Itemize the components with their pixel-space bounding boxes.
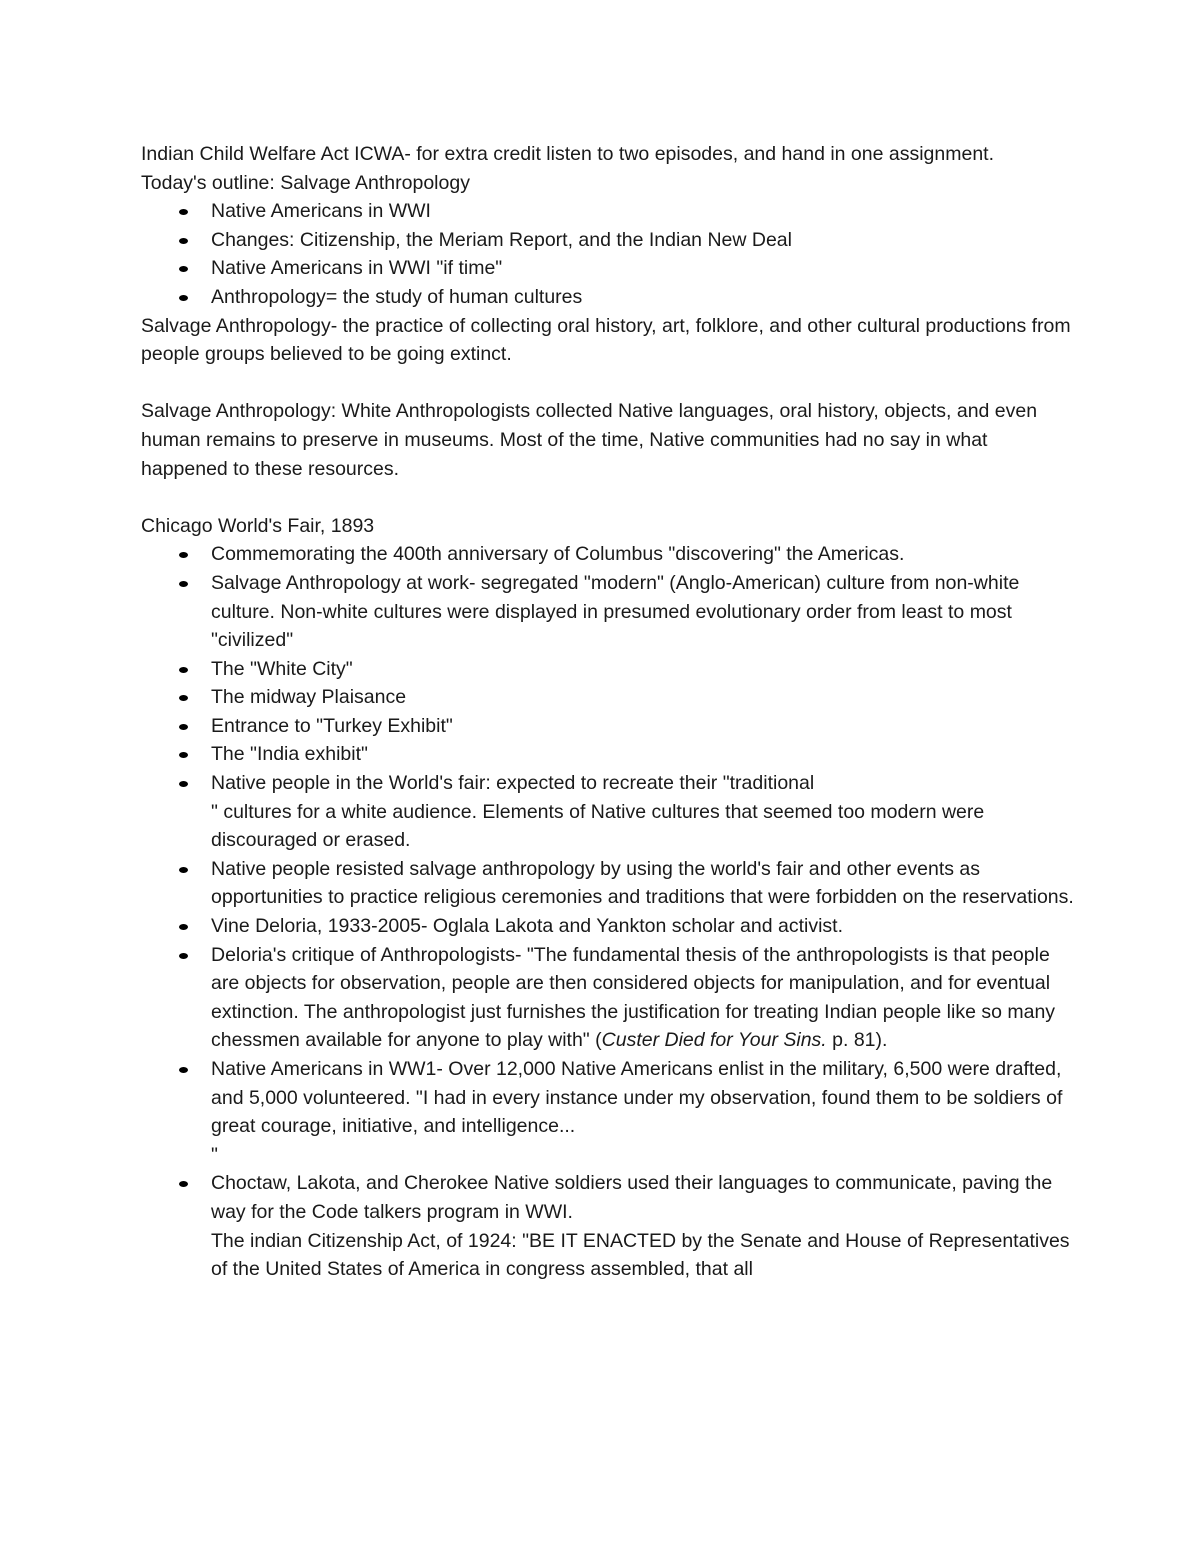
list-item: Native Americans in WWI "if time" <box>141 254 1076 283</box>
blank-line <box>141 369 1076 398</box>
list-item: Changes: Citizenship, the Meriam Report, and the Indian New Deal <box>141 226 1076 255</box>
list-item <box>141 769 1076 855</box>
list-item: Vine Deloria, 1933-2005- Oglala Lakota and Yankton scholar and activist. <box>141 912 1076 941</box>
document-page <box>141 140 1076 1284</box>
outline-heading: Today's outline: Salvage Anthropology <box>141 171 470 194</box>
list-item: The "India exhibit" <box>141 740 1076 769</box>
list-item: Commemorating the 400th anniversary of Columbus "discovering" the Americas. <box>141 540 1076 569</box>
list-item: The midway Plaisance <box>141 683 1076 712</box>
icwa-note: Indian Child Welfare Act ICWA- for extra credit listen to two episodes, and hand in one assignment. <box>141 143 995 165</box>
book-title: Custer Died for Your Sins. <box>601 1029 827 1052</box>
list-item <box>141 941 1076 1055</box>
salvage-definition: Salvage Anthropology- the practice of collecting oral history, art, folklore, and other cultural productions from people groups believed to be going extinct. <box>141 314 1071 366</box>
blank-line <box>141 483 1076 512</box>
list-item-text: Native Americans in WW1- Over 12,000 Native Americans enlist in the military, 6,500 were drafted, and 5,000 volunteered. "I had in every instance under my observation, found them to be soldiers of great courage, initiative, and intelligence... <box>211 1058 1063 1138</box>
list-item: Native people resisted salvage anthropology by using the world's fair and other events as opportunities to practice religious ceremonies and traditions that were forbidden on the reservations. <box>141 855 1076 912</box>
deloria-quote: Deloria's critique of Anthropologists- "The fundamental thesis of the anthropologists is that people are objects for observation, people are then considered objects for manipulation, and for eventual extinction. The anthropologist just furnishes the justification for treating Indian people like so many chessmen available for anyone to play with" ( <box>211 943 1056 1052</box>
list-item-text: Choctaw, Lakota, and Cherokee Native soldiers used their languages to communicate, paving the way for the Code talkers program in WWI. <box>211 1172 1053 1223</box>
fair-heading: Chicago World's Fair, 1893 <box>141 514 375 537</box>
salvage-paragraph: Salvage Anthropology: White Anthropologists collected Native languages, oral history, objects, and even human remains to preserve in museums. Most of the time, Native communities had no say in what happened to these resources. <box>141 400 1038 480</box>
fair-list <box>141 540 1076 1283</box>
list-item: Native Americans in WWI <box>141 197 1076 226</box>
list-item-continuation: " cultures for a white audience. Elements of Native cultures that seemed too modern were discouraged or erased. <box>211 800 985 852</box>
citizenship-act-text: The indian Citizenship Act, of 1924: "BE IT ENACTED by the Senate and House of Representatives of the United States of America in congress assembled, that all <box>211 1229 1070 1281</box>
list-item-text: Native people in the World's fair: expected to recreate their "traditional <box>211 772 815 795</box>
list-item <box>141 1055 1076 1169</box>
list-item: The "White City" <box>141 655 1076 684</box>
list-item: Salvage Anthropology at work- segregated "modern" (Anglo-American) culture from non-white culture. Non-white cultures were displayed in presumed evolutionary order from least to most "civilized" <box>141 569 1076 655</box>
list-item <box>141 1169 1076 1283</box>
citation-page: p. 81). <box>826 1029 888 1052</box>
list-item: Anthropology= the study of human cultures <box>141 283 1076 312</box>
list-item: Entrance to "Turkey Exhibit" <box>141 712 1076 741</box>
list-item-continuation: " <box>211 1143 218 1166</box>
outline-list <box>141 197 1076 311</box>
